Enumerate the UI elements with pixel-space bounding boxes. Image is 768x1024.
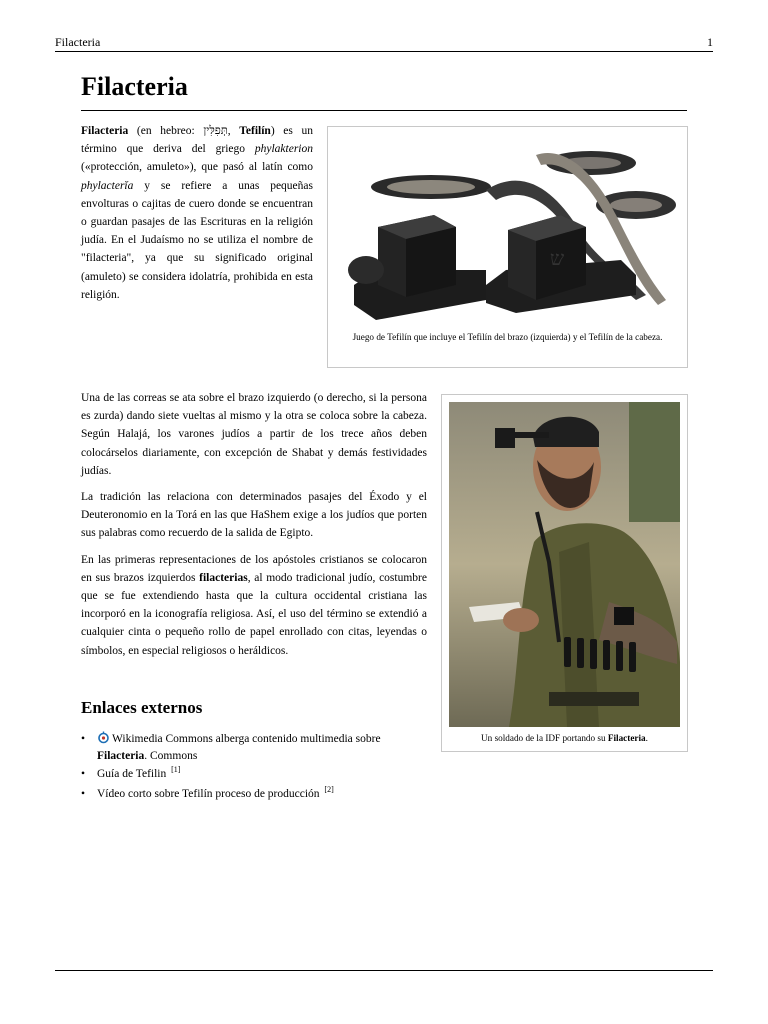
commons-link-suffix[interactable]: . Commons <box>144 750 198 762</box>
reference-2[interactable]: [2] <box>324 785 334 794</box>
footer-divider <box>55 970 713 971</box>
figure-caption: Juego de Tefilín que incluye el Tefilín del brazo (izquierda) y el Tefilín de la cabeza. <box>352 332 663 342</box>
soldier-image[interactable] <box>449 402 680 727</box>
link-guia-tefilin[interactable]: Guía de Tefilin <box>97 768 170 780</box>
caption-bold-term: Filacteria <box>607 733 646 743</box>
list-item <box>81 731 426 765</box>
transliteration: Tefilín <box>239 125 271 137</box>
paragraph-straps: Una de las correas se ata sobre el brazo izquierdo (o derecho, si la persona es zurda) dando siete vueltas al mismo y la otra se coloca sobre la cabeza. Según Halajá, los varones judíos a partir de los trece años deben colocárselos diariamente, con excepción de Shabat y demás festividades judías. <box>81 392 427 477</box>
list-item <box>81 786 426 803</box>
title-divider <box>81 110 687 111</box>
wikimedia-commons-icon <box>97 731 110 744</box>
link-video-tefilin[interactable]: Vídeo corto sobre Tefilín proceso de producción <box>97 788 323 800</box>
figure-soldier <box>441 394 688 752</box>
term-filacterias: filacterias <box>199 571 248 584</box>
reference-1[interactable]: [1] <box>171 765 181 774</box>
intro-section <box>81 122 313 304</box>
running-header-title: Filacteria <box>55 35 101 49</box>
figure-caption: Un soldado de la IDF portando su Filacteria. <box>481 733 648 743</box>
section-title-external-links: Enlaces externos <box>81 698 203 717</box>
main-text <box>81 389 427 668</box>
latin-term: phylacterĭa <box>81 179 134 192</box>
external-links-list <box>81 731 426 804</box>
svg-text:ש: ש <box>550 246 565 270</box>
intro-paragraph: Filacteria (en hebreo: תְּפִלִּין, Tefilín) es un término que deriva del griego phylakterion («protección, amuleto»), que pasó al latín como phylacterĭa y se refiere a unas pequeñas envolturas o cajitas de cuero donde se encuentran o guardan pasajes de las Escrituras en la religión judía. En el Judaísmo no se utiliza el nombre de "filacteria", ya que su significado original (amuleto) se considera idolatría, prohibida en esta religión. <box>81 125 314 301</box>
figure-tefilin-set <box>327 126 688 368</box>
tefilin-set-image[interactable] <box>336 135 679 327</box>
commons-link-text[interactable]: Wikimedia Commons alberga contenido multimedia sobre <box>112 733 381 745</box>
paragraph-tradition: La tradición las relaciona con determinados pasajes del Éxodo y el Deuteronomio en la Torá en las que HaShem exige a los judíos que porten sus palabras como recuerdo de la salida de Egipto. <box>81 491 427 540</box>
commons-link-term[interactable]: Filacteria <box>97 750 145 762</box>
paragraph-apostles: En las primeras representaciones de los apóstoles cristianos se colocaron en sus brazos izquierdos filacterias, al modo tradicional judío, costumbre que se fue extendiendo hasta que la cultura occidental cristiana las incorporó en la iconografía religiosa. Así, el uso del término se extendió a cualquier cinta o pequeño rollo de papel enrollado con citas, leyendas o símbolos, en especial religiosos o heráldicos. <box>81 553 427 657</box>
intro-term: Filacteria <box>81 125 129 137</box>
greek-term: phylakterion <box>254 143 313 156</box>
hebrew-term[interactable]: תְּפִלִּין <box>203 125 228 137</box>
page-title: Filacteria <box>81 72 188 101</box>
running-header <box>55 35 713 52</box>
page-number: 1 <box>707 35 713 49</box>
list-item <box>81 766 426 783</box>
